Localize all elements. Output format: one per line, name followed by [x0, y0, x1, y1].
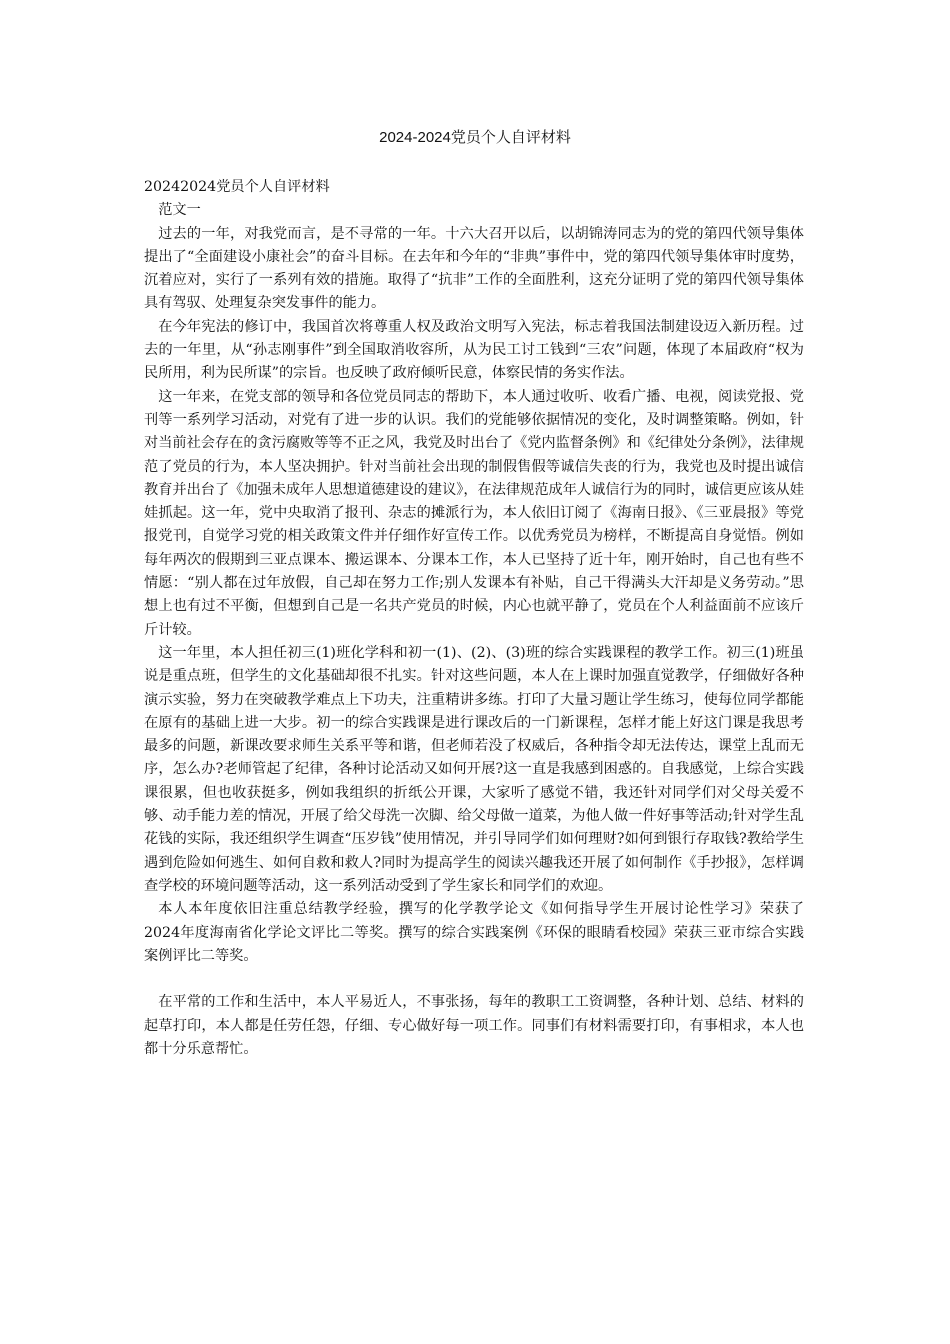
document-title: 2024-2024党员个人自评材料 — [379, 129, 571, 146]
paragraph-spacer — [144, 968, 804, 991]
paragraph: 本人本年度依旧注重总结教学经验，撰写的化学教学论文《如何指导学生开展讨论性学习》荣获了2024年度海南省化学论文评比二等奖。撰写的综合实践案例《环保的眼睛看校园》荣获三亚市综合实践案例评比二等奖。 — [144, 901, 804, 964]
section-label: 范文一 — [158, 202, 201, 219]
paragraph: 在今年宪法的修订中，我国首次将尊重人权及政治文明写入宪法，标志着我国法制建设迈入新历程。过去的一年里，从“孙志刚事件”到全国取消收容所，从为民工讨工钱到“三农”问题，体现了本届政府“权为民所用，利为民所谋”的宗旨。也反映了政府倾听民意，体察民情的务实作法。 — [144, 318, 804, 382]
document-subtitle: 20242024党员个人自评材料 — [144, 179, 330, 195]
paragraph: 这一年里，本人担任初三(1)班化学科和初一(1)、(2)、(3)班的综合实践课程的教学工作。初三(1)班虽说是重点班，但学生的文化基础却很不扎实。针对这些问题，本人在上课时加强直觉教学，仔细做好各种演示实验，努力在突破教学难点上下功夫，注重精讲多练。打印了大量习题让学生练习，使每位同学都能在原有的基础上进一大步。初一的综合实践课是进行课改后的一门新课程，怎样才能上好这门课是我思考最多的问题，新课改要求师生关系平等和谐，但老师若没了权威后，各种指令却无法传达，课堂上乱而无序，怎么办?老师管起了纪律，各种讨论活动又如何开展?这一直是我感到困惑的。自我感觉，上综合实践课很累，但也收获挺多，例如我组织的折纸公开课，大家听了感觉不错，我还针对同学们对父母关爱不够、动手能力差的情况，开展了给父母洗一次脚、给父母做一道菜，为他人做一件好事等活动;针对学生乱花钱的实际，我还组织学生调查“压岁钱”使用情况，并引导同学们如何理财?如何到银行存取钱?教给学生遇到危险如何逃生、如何自救和救人?同时为提高学生的阅读兴趣我还开展了如何制作《手抄报》，怎样调查学校的环境问题等活动，这一系列活动受到了学生家长和同学们的欢迎。 — [144, 644, 804, 894]
paragraph: 过去的一年，对我党而言，是不寻常的一年。十六大召开以后，以胡锦涛同志为的党的第四代领导集体提出了“全面建设小康社会”的奋斗目标。在去年和今年的“非典”事件中，党的第四代领导集体审时度势，沉着应对，实行了一系列有效的措施。取得了“抗非”工作的全面胜利，这充分证明了党的第四代领导集体具有驾驭、处理复杂突发事件的能力。 — [144, 225, 804, 312]
paragraph: 在平常的工作和生活中，本人平易近人，不事张扬，每年的教职工工资调整，各种计划、总结、材料的起草打印，本人都是任劳任怨，仔细、专心做好每一项工作。同事们有材料需要打印，有事相求，本人也都十分乐意帮忙。 — [144, 994, 804, 1057]
paragraph: 这一年来，在党支部的领导和各位党员同志的帮助下，本人通过收听、收看广播、电视，阅读党报、党刊等一系列学习活动，对党有了进一步的认识。我们的党能够依据情况的变化，及时调整策略。例如，针对当前社会存在的贪污腐败等等不正之风，我党及时出台了《党内监督条例》和《纪律处分条例》，法律规范了党员的行为，本人坚决拥护。针对当前社会出现的制假售假等诚信失丧的行为，我党也及时提出诚信教育并出台了《加强未成年人思想道德建设的建议》，在法律规范成年人诚信行为的同时，诚信更应该从娃娃抓起。这一年，党中央取消了报刊、杂志的摊派行为，本人依旧订阅了《海南日报》、《三亚晨报》等党报党刊，自觉学习党的相关政策文件并仔细作好宣传工作。以优秀党员为榜样，不断提高自身觉悟。例如每年两次的假期到三亚点课本、搬运课本、分课本工作，本人已坚持了近十年，刚开始时，自己也有些不情愿：“别人都在过年放假，自己却在努力工作;别人发课本有补贴，自己干得满头大汗却是义务劳动。”思想上也有过不平衡，但想到自己是一名共产党员的时候，内心也就平静了，党员在个人利益面前不应该斤斤计较。 — [144, 388, 804, 638]
document-body — [144, 176, 804, 1061]
